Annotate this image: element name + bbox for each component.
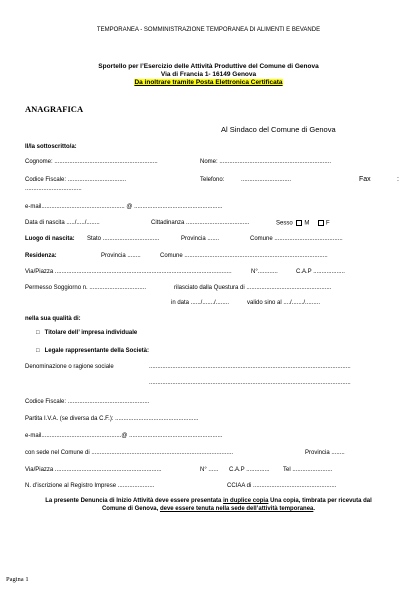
footer-note-part6: .: [313, 506, 316, 512]
residence-permit-field[interactable]: Permesso Soggiorno n. ..................................: [25, 285, 147, 291]
footer-note-keep: deve essere tenuta nella sede dell’attività temporanea: [159, 506, 314, 512]
name-field[interactable]: Nome: ...................................................................: [200, 159, 332, 165]
legal-rep-option[interactable]: [36, 348, 149, 354]
sex-f-checkbox[interactable]: [318, 220, 324, 226]
section-title: ANAGRAFICA: [25, 104, 84, 114]
submission-instruction-text: Da inoltrare tramite Posta Elettronica Certificata: [134, 79, 283, 86]
legal-rep-option-label: Legale rappresentante della Società:: [44, 348, 150, 354]
company-street-field[interactable]: Via/Piazza ................................................................: [25, 467, 162, 473]
footer-note-line2: [0, 506, 417, 512]
citizenship-field[interactable]: Cittadinanza ......................................: [151, 220, 250, 226]
legal-rep-checkbox-icon[interactable]: □: [36, 348, 40, 354]
company-postal-code-field[interactable]: C.A.P ..............: [229, 467, 270, 473]
email-field[interactable]: e-mail.................................................. @ .....................................................: [25, 204, 223, 210]
sex-f-label: F: [326, 220, 330, 227]
owner-option[interactable]: [36, 330, 137, 336]
tax-code-field[interactable]: Codice Fiscale: ...................................: [25, 177, 127, 183]
birth-date-field[interactable]: Data di nascita ...../...../........: [25, 220, 100, 226]
company-province-field[interactable]: Provincia ........: [305, 450, 345, 456]
company-tax-code-field[interactable]: Codice Fiscale: .................................................: [25, 399, 150, 405]
residence-label: Residenza:: [25, 253, 57, 259]
birth-country-field[interactable]: Stato ..................................: [87, 236, 160, 242]
owner-checkbox-icon[interactable]: □: [36, 330, 40, 336]
street-field[interactable]: Via/Piazza ..........................................................................................................: [25, 269, 232, 275]
street-number-field[interactable]: N°............: [251, 269, 278, 275]
permit-issuer-field[interactable]: rilasciato dalla Questura di ...................................................: [174, 285, 332, 291]
capacity-label: nella sua qualità di:: [25, 316, 81, 322]
cciaa-field[interactable]: CCIAA di ..................................................: [227, 483, 337, 489]
owner-option-label: Titolare dell’ impresa individuale: [44, 330, 138, 336]
surname-field[interactable]: Cognome: ..............................................................: [25, 159, 158, 165]
footer-note-line1: [0, 498, 417, 504]
sex-m-checkbox[interactable]: [296, 220, 302, 226]
birth-province-field[interactable]: Provincia .......: [181, 236, 220, 242]
postal-code-field[interactable]: C.A.P ...................: [296, 269, 345, 275]
company-municipality-field[interactable]: con sede nel Comune di .....................................................................................: [25, 450, 234, 456]
submission-instruction: [0, 79, 417, 86]
sex-label: Sesso: [276, 220, 293, 227]
company-phone-field[interactable]: Tel ........................: [283, 467, 333, 473]
vat-number-field[interactable]: Partita I.V.A. (se diversa da C.F.): ..................................................: [25, 416, 199, 422]
fax-label: Fax: [359, 176, 371, 183]
fax-field[interactable]: ..................................: [25, 186, 82, 192]
residence-municipality-field[interactable]: Comune ......................................................................................: [160, 253, 328, 259]
footer-note-part4: Comune di Genova,: [101, 506, 160, 512]
business-register-field[interactable]: N. d’iscrizione al Registro Imprese ......................: [25, 483, 155, 489]
fax-colon: :: [397, 176, 399, 183]
document-category: TEMPORANEA - SOMMINISTRAZIONE TEMPORANEA DI ALIMENTI E BEVANDE: [96, 27, 321, 33]
office-name: Sportello per l’Esercizio delle Attività Produttive del Comune di Genova: [98, 63, 319, 70]
company-email-field[interactable]: e-mail................................................@ ........................................................: [25, 433, 223, 439]
office-address: Via di Francia 1- 16149 Genova: [160, 71, 257, 78]
phone-label: Telefono:: [200, 177, 225, 183]
permit-expiry-field[interactable]: valido sino al ..../......./.........: [247, 300, 321, 306]
undersigned-label: Il/la sottoscritto/a:: [25, 144, 77, 150]
page-number: Pagina 1: [6, 576, 29, 583]
permit-date-field[interactable]: in data ....../......./........: [171, 300, 230, 306]
birthplace-label: Luogo di nascita:: [25, 236, 75, 242]
sex-selector: [276, 220, 330, 227]
company-name-field[interactable]: .........................................................................................................................: [149, 364, 351, 370]
company-street-number-field[interactable]: N° ......: [200, 467, 219, 473]
residence-province-field[interactable]: Provincia ........: [101, 253, 141, 259]
company-name-label: Denominazione o ragione sociale: [25, 364, 114, 370]
footer-note-part1: La presente Denuncia di Inizio Attività deve essere presentata: [45, 498, 224, 504]
company-name-field-line2[interactable]: .........................................................................................................................: [149, 380, 351, 386]
footer-note-part3: Una copia, timbrata per ricevuta dal: [268, 498, 372, 504]
recipient: Al Sindaco del Comune di Genova: [221, 125, 336, 134]
phone-field[interactable]: ..............................: [241, 177, 292, 183]
sex-m-label: M: [304, 220, 310, 227]
birth-municipality-field[interactable]: Comune .........................................: [250, 236, 343, 242]
footer-note-duplicate: in duplice copia: [223, 498, 269, 504]
